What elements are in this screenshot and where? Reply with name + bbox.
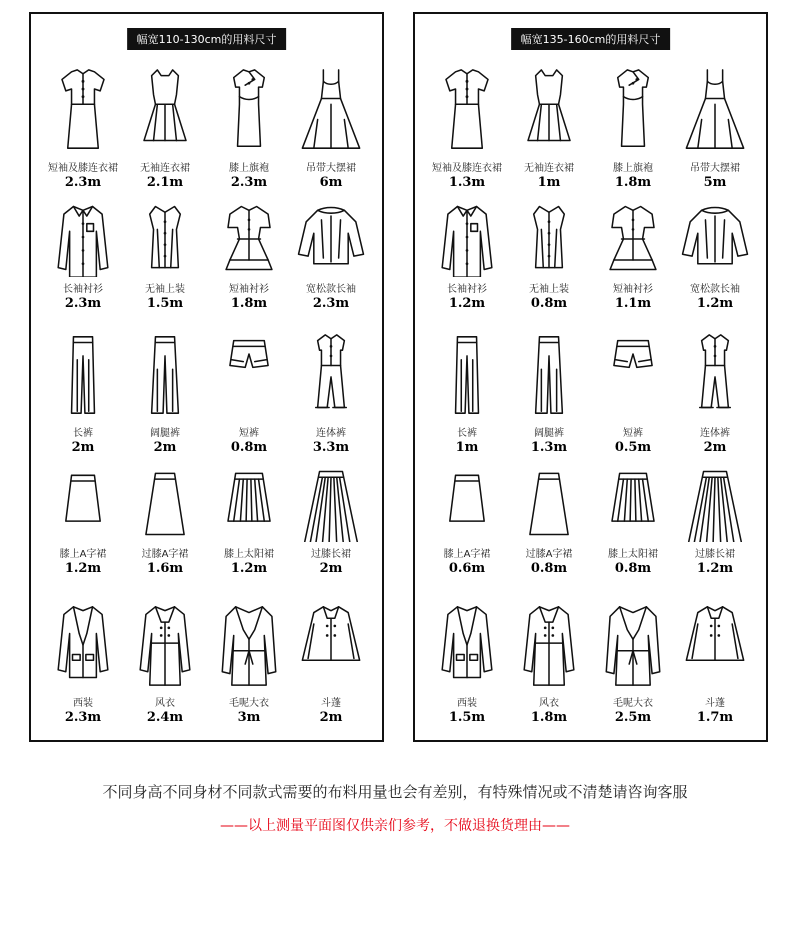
fabric-amount: 1.2m: [696, 296, 734, 311]
loose-longsleeve-icon: [673, 199, 757, 277]
garment-name: 无袖上装: [529, 284, 569, 295]
fabric-amount: 1m: [537, 175, 561, 190]
garment-name: 膝上旗袍: [613, 163, 653, 174]
fabric-amount: 1.2m: [696, 561, 734, 576]
fabric-panel-wide: [413, 12, 768, 742]
garment-name: 短裤: [623, 428, 643, 439]
garment-name: 连体裤: [700, 428, 730, 439]
garment-name: 无袖连衣裙: [140, 163, 190, 174]
a-line-skirt-long-icon: [507, 464, 591, 542]
fabric-amount: 0.8m: [614, 561, 652, 576]
garment-name: 过膝长裙: [695, 549, 735, 560]
fabric-amount: 1.5m: [448, 710, 486, 725]
shorts-icon: [591, 329, 675, 421]
garment-card: [41, 599, 125, 725]
suit-jacket-icon: [41, 599, 125, 691]
garment-card: [591, 599, 675, 725]
wideleg-trousers-icon: [507, 329, 591, 421]
fabric-panel-narrow: [29, 12, 384, 742]
a-line-skirt-short-icon: [41, 464, 125, 542]
fabric-amount: 3m: [237, 710, 261, 725]
slip-gown-icon: [673, 64, 757, 156]
fabric-amount: 0.8m: [530, 296, 568, 311]
fabric-amount: 1.3m: [530, 440, 568, 455]
garment-card: [425, 329, 509, 455]
garment-card: [673, 599, 757, 725]
loose-longsleeve-icon: [289, 199, 373, 277]
fabric-amount: 2.5m: [614, 710, 652, 725]
fabric-amount: 2m: [153, 440, 177, 455]
fabric-amount: 2m: [71, 440, 95, 455]
garment-name: 西装: [457, 698, 477, 709]
garment-card: [207, 329, 291, 455]
garment-name: 过膝A字裙: [525, 549, 573, 560]
trench-coat-icon: [507, 599, 591, 691]
panel-title: 幅宽135-160cm的用料尺寸: [511, 28, 671, 50]
garment-card: [507, 464, 591, 576]
fabric-amount: 0.8m: [230, 440, 268, 455]
a-line-skirt-long-icon: [123, 464, 207, 542]
garment-card: [591, 199, 675, 311]
fabric-amount: 2m: [319, 710, 343, 725]
garment-card: [425, 199, 509, 311]
fabric-amount: 1.1m: [614, 296, 652, 311]
garment-card: [289, 199, 373, 311]
shorts-icon: [207, 329, 291, 421]
trench-coat-icon: [123, 599, 207, 691]
fabric-amount: 2.3m: [230, 175, 268, 190]
garment-name: 阔腿裤: [534, 428, 564, 439]
jumpsuit-icon: [673, 329, 757, 421]
fabric-amount: 1.2m: [230, 561, 268, 576]
fabric-amount: 0.8m: [530, 561, 568, 576]
garment-card: [507, 64, 591, 190]
pleated-skirt-long-icon: [673, 464, 757, 542]
garment-name: 斗蓬: [705, 698, 725, 709]
cape-icon: [289, 599, 373, 691]
fabric-amount: 2.3m: [64, 296, 102, 311]
fabric-amount: 2m: [703, 440, 727, 455]
wideleg-trousers-icon: [123, 329, 207, 421]
fabric-amount: 2.4m: [146, 710, 184, 725]
garment-card: [425, 64, 509, 190]
fabric-amount: 1.6m: [146, 561, 184, 576]
garment-card: [425, 599, 509, 725]
fabric-amount: 2.3m: [312, 296, 350, 311]
slip-gown-icon: [289, 64, 373, 156]
a-line-skirt-short-icon: [425, 464, 509, 542]
fabric-amount: 1.8m: [530, 710, 568, 725]
trousers-icon: [425, 329, 509, 421]
garment-name: 阔腿裤: [150, 428, 180, 439]
garment-card: [123, 329, 207, 455]
garment-name: 连体裤: [316, 428, 346, 439]
garment-card: [123, 599, 207, 725]
garment-name: 过膝长裙: [311, 549, 351, 560]
garment-name: 宽松款长袖: [690, 284, 740, 295]
garment-name: 短裤: [239, 428, 259, 439]
garment-name: 无袖上装: [145, 284, 185, 295]
dress-shortsleeve-icon: [41, 64, 125, 156]
fabric-amount: 1.8m: [614, 175, 652, 190]
fabric-amount: 3.3m: [312, 440, 350, 455]
garment-card: [673, 329, 757, 455]
garment-name: 长袖衬衫: [63, 284, 103, 295]
fabric-amount: 1m: [455, 440, 479, 455]
shortsleeve-blouse-icon: [591, 199, 675, 277]
fabric-amount: 1.2m: [64, 561, 102, 576]
longsleeve-shirt-icon: [425, 199, 509, 277]
jumpsuit-icon: [289, 329, 373, 421]
garment-card: [41, 199, 125, 311]
garment-card: [41, 464, 125, 576]
garment-name: 斗蓬: [321, 698, 341, 709]
garment-card: [207, 599, 291, 725]
garment-name: 宽松款长袖: [306, 284, 356, 295]
garment-name: 长裤: [457, 428, 477, 439]
garment-card: [289, 64, 373, 190]
fabric-amount: 5m: [703, 175, 727, 190]
garment-card: [207, 64, 291, 190]
garment-name: 长裤: [73, 428, 93, 439]
garment-name: 毛呢大衣: [613, 698, 653, 709]
garment-card: [425, 464, 509, 576]
garment-card: [207, 199, 291, 311]
garment-name: 膝上旗袍: [229, 163, 269, 174]
garment-name: 膝上A字裙: [59, 549, 107, 560]
garment-card: [507, 329, 591, 455]
garment-card: [289, 464, 373, 576]
garment-card: [591, 464, 675, 576]
fabric-amount: 2.1m: [146, 175, 184, 190]
garment-name: 膝上A字裙: [443, 549, 491, 560]
sleeveless-top-icon: [123, 199, 207, 277]
sleeveless-top-icon: [507, 199, 591, 277]
dress-sleeveless-icon: [507, 64, 591, 156]
notice-text: 不同身高不同身材不同款式需要的布料用量也会有差别，有特殊情况或不清楚请咨询客服: [102, 783, 688, 801]
garment-name: 西装: [73, 698, 93, 709]
fabric-amount: 1.5m: [146, 296, 184, 311]
garment-name: 无袖连衣裙: [524, 163, 574, 174]
garment-grid: [415, 14, 766, 740]
fabric-amount: 1.3m: [448, 175, 486, 190]
shortsleeve-blouse-icon: [207, 199, 291, 277]
fabric-amount: 2.3m: [64, 710, 102, 725]
pleated-skirt-short-icon: [591, 464, 675, 542]
pleated-skirt-short-icon: [207, 464, 291, 542]
garment-name: 短袖衬衫: [613, 284, 653, 295]
wool-coat-icon: [591, 599, 675, 691]
trousers-icon: [41, 329, 125, 421]
dress-shortsleeve-icon: [425, 64, 509, 156]
garment-card: [289, 599, 373, 725]
garment-card: [123, 464, 207, 576]
garment-grid: [31, 14, 382, 740]
garment-name: 吊带大摆裙: [690, 163, 740, 174]
dress-sleeveless-icon: [123, 64, 207, 156]
garment-card: [673, 64, 757, 190]
garment-card: [123, 199, 207, 311]
garment-name: 短袖及膝连衣裙: [48, 163, 118, 174]
fabric-amount: 2m: [319, 561, 343, 576]
garment-card: [123, 64, 207, 190]
garment-name: 膝上太阳裙: [608, 549, 658, 560]
garment-card: [591, 64, 675, 190]
garment-name: 风衣: [155, 698, 175, 709]
fabric-amount: 6m: [319, 175, 343, 190]
fabric-amount: 2.3m: [64, 175, 102, 190]
garment-name: 短袖及膝连衣裙: [432, 163, 502, 174]
fabric-amount: 0.5m: [614, 440, 652, 455]
garment-name: 短袖衬衫: [229, 284, 269, 295]
qipao-icon: [591, 64, 675, 156]
fabric-amount: 1.8m: [230, 296, 268, 311]
garment-name: 过膝A字裙: [141, 549, 189, 560]
cape-icon: [673, 599, 757, 691]
longsleeve-shirt-icon: [41, 199, 125, 277]
panel-title: 幅宽110-130cm的用料尺寸: [127, 28, 287, 50]
garment-card: [673, 464, 757, 576]
garment-card: [591, 329, 675, 455]
garment-card: [207, 464, 291, 576]
garment-name: 膝上太阳裙: [224, 549, 274, 560]
fabric-amount: 0.6m: [448, 561, 486, 576]
garment-card: [507, 599, 591, 725]
garment-card: [673, 199, 757, 311]
garment-card: [41, 329, 125, 455]
garment-name: 长袖衬衫: [447, 284, 487, 295]
disclaimer-text: ——以上测量平面图仅供亲们参考，不做退换货理由——: [220, 818, 570, 834]
fabric-amount: 1.2m: [448, 296, 486, 311]
garment-name: 吊带大摆裙: [306, 163, 356, 174]
garment-card: [507, 199, 591, 311]
wool-coat-icon: [207, 599, 291, 691]
garment-name: 毛呢大衣: [229, 698, 269, 709]
garment-card: [289, 329, 373, 455]
pleated-skirt-long-icon: [289, 464, 373, 542]
garment-card: [41, 64, 125, 190]
garment-name: 风衣: [539, 698, 559, 709]
fabric-amount: 1.7m: [696, 710, 734, 725]
qipao-icon: [207, 64, 291, 156]
suit-jacket-icon: [425, 599, 509, 691]
